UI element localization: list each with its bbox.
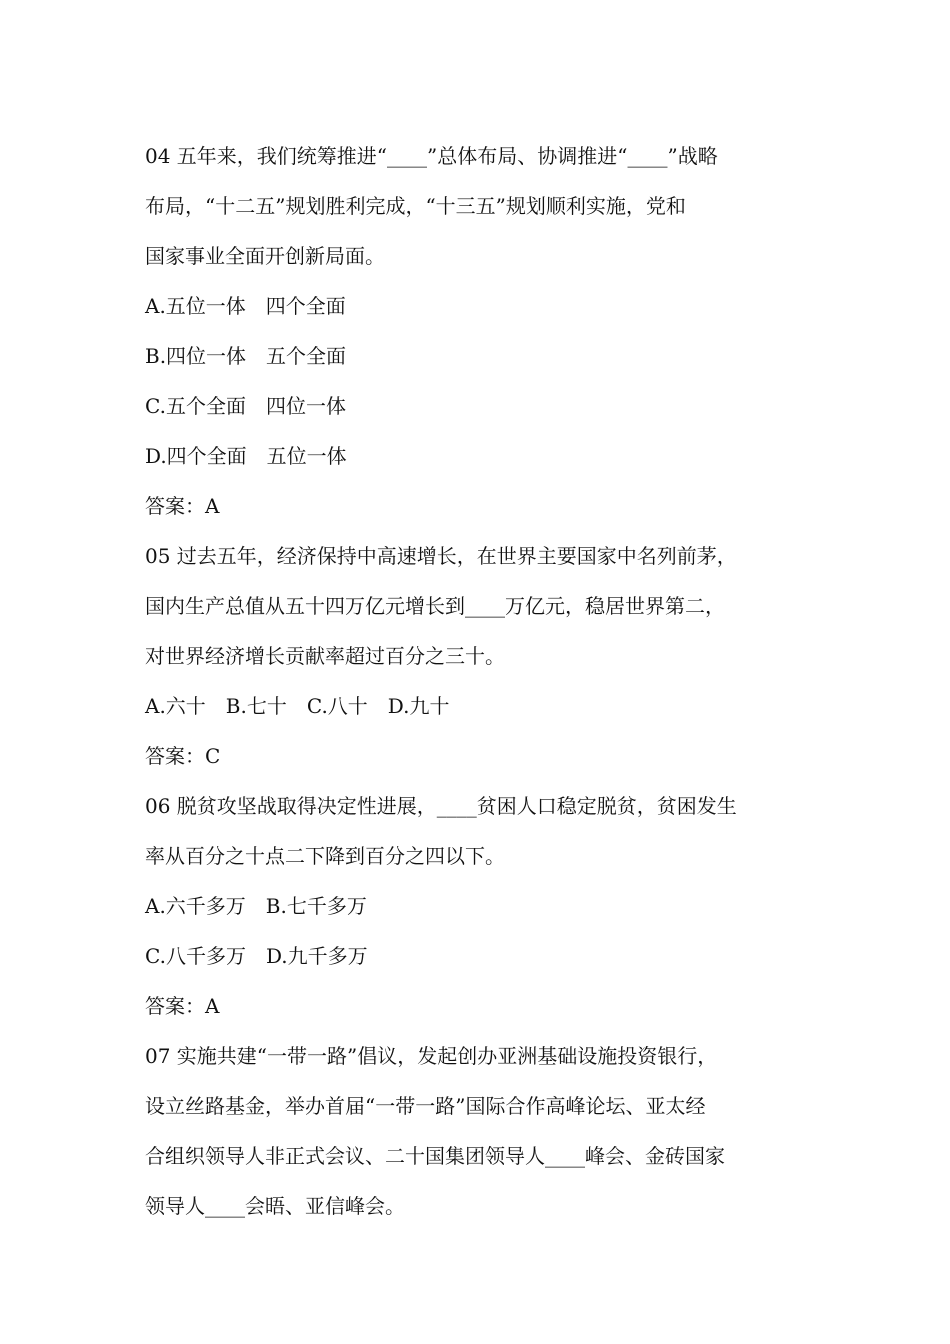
q04-option-c: C.五个全面 四位一体 — [145, 394, 346, 418]
document-page — [145, 131, 810, 1231]
q06-answer: 答案：A — [145, 994, 220, 1018]
q05-options: A.六十 B.七十 C.八十 D.九十 — [145, 694, 450, 718]
q04-option-a: A.五位一体 四个全面 — [145, 294, 346, 318]
q06-options-cd: C.八千多万 D.九千多万 — [145, 944, 368, 968]
q04-option-d: D.四个全面 五位一体 — [145, 444, 347, 468]
q05-line-2: 国内生产总值从五十四万亿元增长到____万亿元，稳居世界第二， — [145, 594, 725, 618]
q07-line-2: 设立丝路基金，举办首届“一带一路”国际合作高峰论坛、亚太经 — [145, 1094, 706, 1118]
q06-options-ab: A.六千多万 B.七千多万 — [145, 894, 367, 918]
q07-line-3: 合组织领导人非正式会议、二十国集团领导人____峰会、金砖国家 — [145, 1144, 725, 1168]
q04-option-b: B.四位一体 五个全面 — [145, 344, 347, 368]
q06-line-1: 06 脱贫攻坚战取得决定性进展，____贫困人口稳定脱贫，贫困发生 — [145, 794, 737, 818]
q05-line-3: 对世界经济增长贡献率超过百分之三十。 — [145, 644, 505, 668]
q06-line-2: 率从百分之十点二下降到百分之四以下。 — [145, 844, 505, 868]
q04-line-2: 布局，“十二五”规划胜利完成，“十三五”规划顺利实施，党和 — [145, 194, 686, 218]
q05-answer: 答案：C — [145, 744, 221, 768]
q07-line-1: 07 实施共建“一带一路”倡议，发起创办亚洲基础设施投资银行， — [145, 1044, 718, 1068]
q07-line-4: 领导人____会晤、亚信峰会。 — [145, 1194, 405, 1218]
q04-line-3: 国家事业全面开创新局面。 — [145, 244, 385, 268]
q04-answer: 答案：A — [145, 494, 220, 518]
q05-line-1: 05 过去五年，经济保持中高速增长，在世界主要国家中名列前茅， — [145, 544, 737, 568]
q04-line-1: 04 五年来，我们统筹推进“____”总体布局、协调推进“____”战略 — [145, 144, 718, 168]
